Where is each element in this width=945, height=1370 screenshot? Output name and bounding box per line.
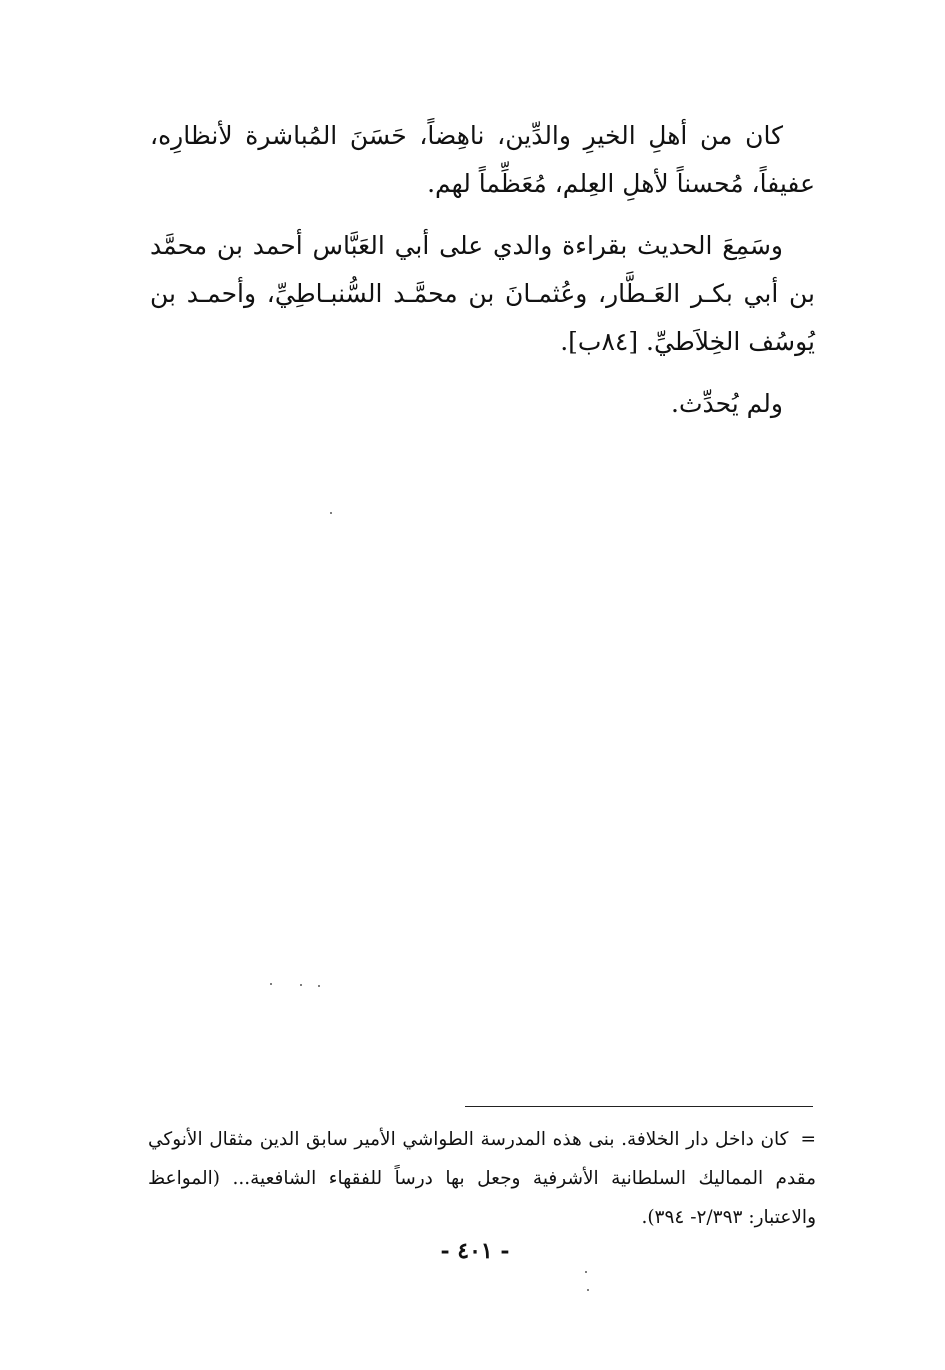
footnote-separator	[465, 1106, 813, 1107]
scan-speck	[318, 985, 320, 987]
paragraph: كان من أهلِ الخيرِ والدِّين، ناهِضاً، حَسَنَ المُباشرة لأنظارِه، عفيفاً، مُحسناً لأهلِ العِلم، مُعَظِّماً لهم.	[150, 121, 815, 198]
footnote-marker: =	[800, 1129, 816, 1150]
footnote	[148, 1120, 816, 1237]
scan-speck	[330, 512, 332, 514]
scan-speck	[300, 984, 302, 986]
page-number: - ٤٠١ -	[440, 1238, 510, 1264]
scan-speck	[587, 1289, 589, 1291]
paragraph: وسَمِعَ الحديث بقراءة والدي على أبي العَبَّاس أحمد بن محمَّد بن أبي بكـر العَـطَّار، وعُثمـانَ بن محمَّـد السُّنبـاطِيِّ، وأحمـد بن يُوسُف الخِلاَطيِّ. [٨٤ب].	[150, 231, 815, 356]
footnote-text: كان داخل دار الخلافة. بنى هذه المدرسة الطواشي الأمير سابق الدين مثقال الأنوكي مقدم المماليك السلطانية الأشرفية وجعل بها درساً للفقهاء الشافعية... (المواعظ والاعتبار: ٢/٣٩٣- ٣٩٤).	[148, 1129, 816, 1228]
scan-speck	[270, 983, 272, 985]
paragraph: ولم يُحدِّث.	[671, 389, 783, 418]
main-text	[150, 112, 815, 428]
scan-speck	[585, 1271, 587, 1273]
